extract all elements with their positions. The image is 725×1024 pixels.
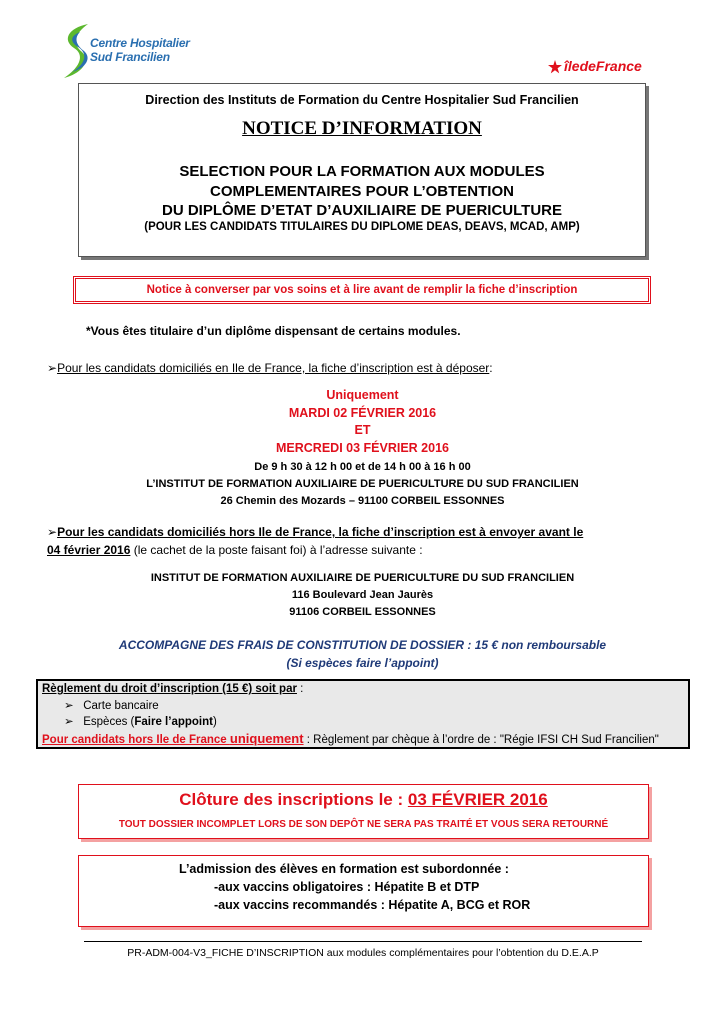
subtitle-line: DU DIPLÔME D’ETAT D’AUXILIAIRE DE PUERICULTURE bbox=[161, 202, 562, 219]
closing-box bbox=[78, 784, 649, 839]
institute-address: 26 Chemin des Mozards – 91100 CORBEIL ESSONNES bbox=[220, 495, 505, 507]
payment-hors-emph: uniquement bbox=[229, 731, 304, 746]
mandatory-vaccines: -aux vaccins obligatoires : Hépatite B et DTP bbox=[214, 880, 480, 894]
fees-block bbox=[0, 636, 725, 672]
arrow-bullet-icon: ➢ bbox=[64, 716, 74, 728]
hors-idf-heading bbox=[47, 525, 583, 539]
et-label: ET bbox=[354, 423, 371, 437]
payment-item-cash-suffix: ) bbox=[212, 716, 217, 728]
closing-title-text: Clôture des inscriptions le : bbox=[179, 790, 408, 809]
payment-item-cash bbox=[64, 714, 217, 728]
postal-institute: INSTITUT DE FORMATION AUXILIAIRE DE PUERICULTURE DU SUD FRANCILIEN bbox=[150, 572, 575, 584]
date-tuesday: MARDI 02 FÉVRIER 2016 bbox=[288, 405, 437, 420]
payment-hors-rest: : Règlement par chèque à l’ordre de : "Régie IFSI CH Sud Francilien" bbox=[303, 734, 659, 746]
hospital-logo-line1: Centre Hospitalier bbox=[90, 36, 190, 50]
payment-heading bbox=[42, 683, 303, 695]
payment-heading-suffix: : bbox=[296, 683, 304, 695]
hors-idf-heading-rest: (le cachet de la poste faisant foi) à l’adresse suivante : bbox=[130, 543, 423, 557]
deadline-date: 04 février 2016 bbox=[47, 543, 131, 557]
header-box bbox=[78, 83, 646, 257]
closing-date: 03 FÉVRIER 2016 bbox=[407, 790, 548, 809]
subtitle-line: SELECTION POUR LA FORMATION AUX MODULES bbox=[179, 163, 545, 180]
payment-item-cash-bold: Faire l’appoint bbox=[134, 716, 213, 728]
recommended-vaccines: -aux vaccins recommandés : Hépatite A, BCG et ROR bbox=[214, 898, 531, 912]
uniquement-label: Uniquement bbox=[326, 388, 399, 402]
closing-title bbox=[79, 790, 648, 810]
payment-hors-idf bbox=[42, 731, 659, 746]
idf-heading bbox=[47, 361, 493, 375]
arrow-bullet-icon: ➢ bbox=[47, 525, 58, 539]
opening-hours: De 9 h 30 à 12 h 00 et de 14 h 00 à 16 h 00 bbox=[254, 461, 471, 473]
arrow-bullet-icon: ➢ bbox=[47, 361, 58, 375]
postal-city: 91106 CORBEIL ESSONNES bbox=[289, 606, 436, 618]
page-title: NOTICE D’INFORMATION bbox=[242, 118, 482, 139]
fees-cash-note: (Si espèces faire l’appoint) bbox=[286, 656, 439, 670]
footer-divider bbox=[84, 941, 642, 942]
footer-reference: PR-ADM-004-V3_FICHE D’INSCRIPTION aux modules complémentaires pour l’obtention du D.E.A.P bbox=[127, 947, 599, 959]
hospital-logo-line2: Sud Francilien bbox=[90, 50, 170, 64]
payment-heading-text: Règlement du droit d’inscription (15 €) soit par bbox=[42, 683, 297, 695]
intro-text: *Vous êtes titulaire d’un diplôme dispensant de certains modules. bbox=[86, 324, 461, 338]
region-logo bbox=[548, 58, 663, 78]
hospital-logo bbox=[58, 22, 218, 84]
eligible-diplomas-note: (POUR LES CANDIDATS TITULAIRES DU DIPLOME DEAS, DEAVS, MCAD, AMP) bbox=[144, 221, 580, 233]
payment-item-cash-prefix: Espèces ( bbox=[83, 716, 135, 728]
subtitle-line: COMPLEMENTAIRES POUR L’OBTENTION bbox=[210, 182, 514, 200]
postal-address bbox=[0, 570, 725, 621]
hors-idf-heading-text: Pour les candidats domiciliés hors Ile de France, la fiche d’inscription est à envoyer avant le bbox=[57, 525, 584, 539]
payment-hors-prefix: Pour candidats hors Ile de France bbox=[42, 734, 230, 746]
star-logo-icon bbox=[548, 60, 562, 74]
idf-heading-text: Pour les candidats domiciliés en Ile de France, la fiche d’inscription est à déposer bbox=[57, 361, 490, 375]
admission-box bbox=[78, 855, 649, 927]
department-name: Direction des Instituts de Formation du Centre Hospitalier Sud Francilien bbox=[145, 93, 579, 107]
region-logo-text: îledeFrance bbox=[564, 58, 642, 74]
idf-dates bbox=[0, 387, 725, 457]
hors-idf-heading-cont bbox=[47, 543, 423, 557]
idf-location bbox=[0, 459, 725, 510]
payment-item-card bbox=[64, 698, 159, 712]
arrow-bullet-icon: ➢ bbox=[64, 700, 74, 712]
idf-heading-suffix: : bbox=[489, 361, 493, 375]
payment-item-card-label: Carte bancaire bbox=[83, 700, 159, 712]
fees-line: ACCOMPAGNE DES FRAIS DE CONSTITUTION DE DOSSIER : 15 € non remboursable bbox=[118, 638, 607, 652]
payment-box bbox=[36, 679, 690, 749]
institute-name: L’INSTITUT DE FORMATION AUXILIAIRE DE PUERICULTURE DU SUD FRANCILIEN bbox=[146, 478, 579, 490]
notice-box bbox=[73, 276, 651, 304]
admission-heading: L’admission des élèves en formation est subordonnée : bbox=[179, 862, 509, 876]
selection-subtitle bbox=[79, 162, 645, 221]
date-wednesday: MERCREDI 03 FÉVRIER 2016 bbox=[276, 440, 449, 455]
postal-street: 116 Boulevard Jean Jaurès bbox=[291, 589, 434, 601]
closing-warning: TOUT DOSSIER INCOMPLET LORS DE SON DEPÔT NE SERA PAS TRAITÉ ET VOUS SERA RETOURNÉ bbox=[118, 819, 609, 830]
notice-text: Notice à converser par vos soins et à lire avant de remplir la fiche d’inscription bbox=[146, 284, 578, 296]
